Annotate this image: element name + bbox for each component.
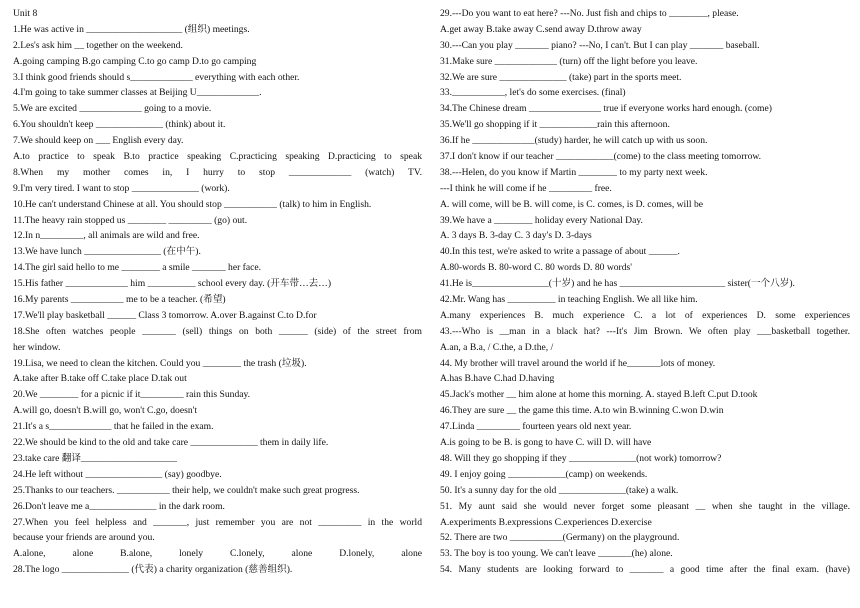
worksheet-line: 40.In this test, we're asked to write a passage of about ______.: [440, 246, 680, 258]
worksheet-line: 31.Make sure _____________ (turn) off the light before you leave.: [440, 55, 698, 67]
right-column: [440, 6, 850, 578]
worksheet-line: 39.We have a ________ holiday every National Day.: [440, 214, 643, 226]
unit-heading: Unit 8: [13, 8, 38, 19]
worksheet-line: 14.The girl said hello to me ________ a smile _______ her face.: [13, 262, 262, 274]
worksheet-line: 9.I'm very tired. I want to stop ______________ (work).: [13, 182, 230, 194]
worksheet-line: A.an, a B.a, / C.the, a D.the, /: [440, 341, 554, 353]
worksheet-line: 37.I don't know if our teacher ____________(come) to the class meeting tomorrow.: [440, 151, 762, 163]
worksheet-line: 7.We should keep on ___ English every day.: [13, 135, 184, 147]
worksheet-line: A.get away B.take away C.send away D.throw away: [440, 23, 642, 35]
worksheet-line: 19.Lisa, we need to clean the kitchen. Could you ________ the trash (垃圾).: [13, 357, 307, 369]
worksheet-line: 1.He was active in ____________________ (组织) meetings.: [13, 23, 250, 35]
worksheet-line: 41.He is________________(十岁) and he has ______________________ sister(一个八岁).: [440, 278, 795, 290]
worksheet-line: 10.He can't understand Chinese at all. You should stop ___________ (talk) to him in English.: [13, 198, 372, 210]
worksheet-line: A.alone, alone B.alone, lonely C.lonely, alone D.lonely, alone: [13, 548, 422, 560]
worksheet-line: 27.When you feel helpless and _______, just remember you are not _________ in the world: [13, 516, 422, 528]
worksheet-line: 36.If he _____________(study) harder, he will catch up with us soon.: [440, 135, 708, 147]
worksheet-line: 20.We ________ for a picnic if it_________ rain this Sunday.: [13, 389, 251, 401]
worksheet-line: 13.We have lunch ________________ (在中午).: [13, 246, 201, 258]
worksheet-line: 4.I'm going to take summer classes at Beijing U_____________.: [13, 87, 262, 99]
worksheet-line: 22.We should be kind to the old and take care ______________ them in daily life.: [13, 437, 329, 449]
worksheet-line: 44. My brother will travel around the world if he_______lots of money.: [440, 357, 716, 369]
worksheet-line: A.has B.have C.had D.having: [440, 373, 555, 385]
left-column: [13, 6, 422, 578]
worksheet-line: 48. Will they go shopping if they ______________(not work) tomorrow?: [440, 452, 722, 464]
worksheet-line: 46.They are sure __ the game this time. A.to win B.winning C.won D.win: [440, 405, 724, 417]
worksheet-line: 11.The heavy rain stopped us ________ _________ (go) out.: [13, 214, 248, 226]
worksheet-line: 6.You shouldn't keep ______________ (think) about it.: [13, 119, 226, 131]
worksheet-line: A.many experiences B. much experience C. a lot of experiences D. some experiences: [440, 309, 850, 321]
worksheet-line: 49. I enjoy going ____________(camp) on weekends.: [440, 468, 648, 480]
worksheet-line: 23.take care 翻译____________________: [13, 452, 177, 464]
worksheet-line: 51. My aunt said she would never forget some pleasant __ when she taught in the village.: [440, 500, 850, 512]
worksheet-line: 50. It's a sunny day for the old ______________(take) a walk.: [440, 484, 679, 496]
worksheet-line: 17.We'll play basketball ______ Class 3 tomorrow. A.over B.against C.to D.for: [13, 309, 317, 321]
worksheet-line: 47.Linda _________ fourteen years old next year.: [440, 421, 632, 433]
worksheet-line: 5.We are excited _____________ going to a movie.: [13, 103, 212, 115]
worksheet-line: A.going camping B.go camping C.to go camp D.to go camping: [13, 55, 257, 67]
worksheet-line: 43.---Who is __man in a black hat? ---It's Jim Brown. We often play ___basketball together.: [440, 325, 850, 337]
worksheet-line: 52. There are two ___________(Germany) on the playground.: [440, 532, 680, 544]
worksheet-line: 54. Many students are looking forward to _______ a good time after the final exam. (have): [440, 564, 850, 576]
worksheet-line: 35.We'll go shopping if it ____________rain this afternoon.: [440, 119, 670, 131]
worksheet-line: A. will come, will be B. will come, is C. comes, is D. comes, will be: [440, 198, 703, 210]
worksheet-line: 38.---Helen, do you know if Martin ________ to my party next week.: [440, 166, 708, 178]
worksheet-line: 26.Don't leave me a______________ in the dark room.: [13, 500, 225, 512]
worksheet-line: 15.His father _____________ him __________ school every day. (开车带…去…): [13, 278, 332, 290]
worksheet-line: 12.In n_________, all animals are wild and free.: [13, 230, 200, 242]
worksheet-line: her window.: [13, 341, 61, 353]
worksheet-line: A.80-words B. 80-word C. 80 words D. 80 words': [440, 262, 632, 274]
worksheet-line: 25.Thanks to our teachers. ___________ their help, we couldn't make such great progress.: [13, 484, 360, 496]
worksheet-line: 18.She often watches people _______ (sell) things on both ______ (side) of the street from: [13, 325, 422, 337]
worksheet-line: A.is going to be B. is gong to have C. will D. will have: [440, 437, 652, 449]
worksheet-line: 33.___________, let's do some exercises. (final): [440, 87, 626, 99]
worksheet-line: 29.---Do you want to eat here? ---No. Just fish and chips to ________, please.: [440, 8, 739, 19]
worksheet-line: A.to practice to speak B.to practice speaking C.practicing speaking D.practicing to speak: [13, 151, 422, 163]
worksheet-line: 30.---Can you play _______ piano? ---No, I can't. But I can play _______ baseball.: [440, 39, 760, 51]
worksheet-line: A.take after B.take off C.take place D.tak out: [13, 373, 187, 385]
worksheet-line: 2.Les's ask him __ together on the weekend.: [13, 39, 183, 51]
worksheet-line: 21.It's a s_____________ that he failed in the exam.: [13, 421, 214, 433]
worksheet-line: 28.The logo ______________ (代表) a charity organization (慈善组织).: [13, 564, 293, 576]
worksheet-line: 42.Mr. Wang has __________ in teaching English. We all like him.: [440, 294, 698, 306]
worksheet-line: 32.We are sure ______________ (take) part in the sports meet.: [440, 71, 682, 83]
worksheet-line: 45.Jack's mother __ him alone at home this morning. A. stayed B.left C.put D.took: [440, 389, 758, 401]
worksheet-line: 34.The Chinese dream _______________ true if everyone works hard enough. (come): [440, 103, 772, 115]
worksheet-line: 53. The boy is too young. We can't leave _______(he) alone.: [440, 548, 673, 560]
worksheet-line: because your friends are around you.: [13, 532, 155, 544]
worksheet-line: A.experiments B.expressions C.experiences D.exercise: [440, 516, 652, 528]
worksheet-line: 24.He left without ________________ (say) goodbye.: [13, 468, 222, 480]
worksheet-line: 3.I think good friends should s_____________ everything with each other.: [13, 71, 300, 83]
worksheet-line: ---I think he will come if he _________ free.: [440, 182, 612, 194]
worksheet-line: 8.When my mother comes in, I hurry to stop _____________ (watch) TV.: [13, 166, 422, 178]
worksheet-line: A.will go, doesn't B.will go, won't C.go, doesn't: [13, 405, 198, 417]
worksheet-line: 16.My parents ___________ me to be a teacher. (希望): [13, 294, 226, 306]
worksheet-line: A. 3 days B. 3-day C. 3 day's D. 3-days: [440, 230, 592, 242]
